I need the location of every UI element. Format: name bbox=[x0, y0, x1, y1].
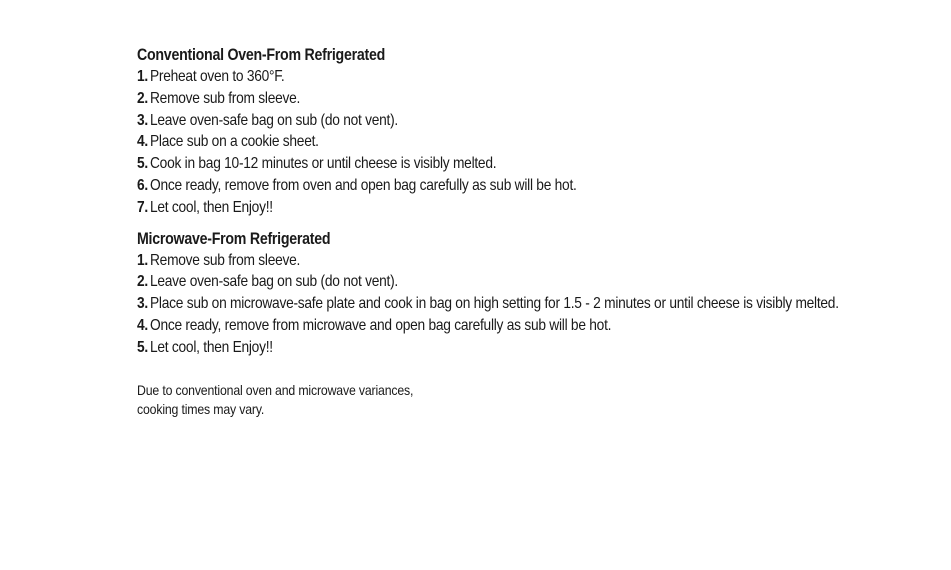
list-item bbox=[137, 88, 467, 110]
microwave-section-title: Microwave-From Refrigerated bbox=[137, 229, 331, 248]
step-text: Preheat oven to 360°F. bbox=[149, 68, 285, 85]
list-item bbox=[137, 337, 467, 359]
step-text: Remove sub from sleeve. bbox=[149, 89, 300, 107]
step-number: 4. bbox=[137, 133, 148, 151]
variance-note-text: Due to conventional oven and microwave variances, cooking times may vary. bbox=[137, 381, 414, 417]
microwave-section bbox=[137, 228, 839, 359]
step-number: 5. bbox=[137, 338, 148, 356]
step-text: Leave oven-safe bag on sub (do not vent). bbox=[149, 111, 398, 129]
step-number: 3. bbox=[137, 295, 148, 313]
step-number: 7. bbox=[137, 198, 148, 216]
step-number: 3. bbox=[137, 111, 148, 129]
step-text: Leave oven-safe bag on sub (do not vent). bbox=[149, 273, 398, 291]
step-text: Let cool, then Enjoy!! bbox=[149, 198, 273, 216]
variance-note bbox=[137, 381, 467, 419]
list-item bbox=[137, 131, 467, 153]
list-item bbox=[137, 110, 467, 132]
step-number: 4. bbox=[137, 316, 148, 334]
step-text: Once ready, remove from microwave and open bag carefully as sub will be hot. bbox=[149, 316, 611, 334]
step-text: Once ready, remove from oven and open bag carefully as sub will be hot. bbox=[149, 176, 577, 194]
step-number: 1. bbox=[137, 251, 148, 269]
oven-steps-list bbox=[137, 66, 577, 219]
list-item bbox=[137, 315, 611, 337]
step-number: 5. bbox=[137, 155, 148, 173]
list-item bbox=[137, 153, 497, 175]
list-item bbox=[137, 293, 839, 315]
list-item bbox=[137, 250, 467, 272]
step-text: Place sub on a cookie sheet. bbox=[149, 133, 319, 151]
list-item bbox=[137, 197, 467, 219]
step-number: 2. bbox=[137, 89, 148, 107]
list-item bbox=[137, 66, 467, 88]
oven-section bbox=[137, 44, 577, 219]
step-number: 6. bbox=[137, 176, 148, 194]
step-text: Cook in bag 10-12 minutes or until cheese is visibly melted. bbox=[149, 155, 497, 173]
heating-instructions-panel bbox=[137, 44, 839, 419]
list-item bbox=[137, 175, 577, 197]
step-number: 2. bbox=[137, 273, 148, 291]
step-text: Place sub on microwave-safe plate and cook in bag on high setting for 1.5 - 2 minutes or until cheese is visibly melted. bbox=[149, 295, 839, 313]
step-text: Let cool, then Enjoy!! bbox=[149, 338, 273, 356]
step-text: Remove sub from sleeve. bbox=[149, 251, 300, 269]
microwave-steps-list bbox=[137, 250, 839, 359]
step-number: 1. bbox=[137, 68, 148, 85]
list-item bbox=[137, 271, 467, 293]
oven-section-title: Conventional Oven-From Refrigerated bbox=[137, 46, 386, 64]
